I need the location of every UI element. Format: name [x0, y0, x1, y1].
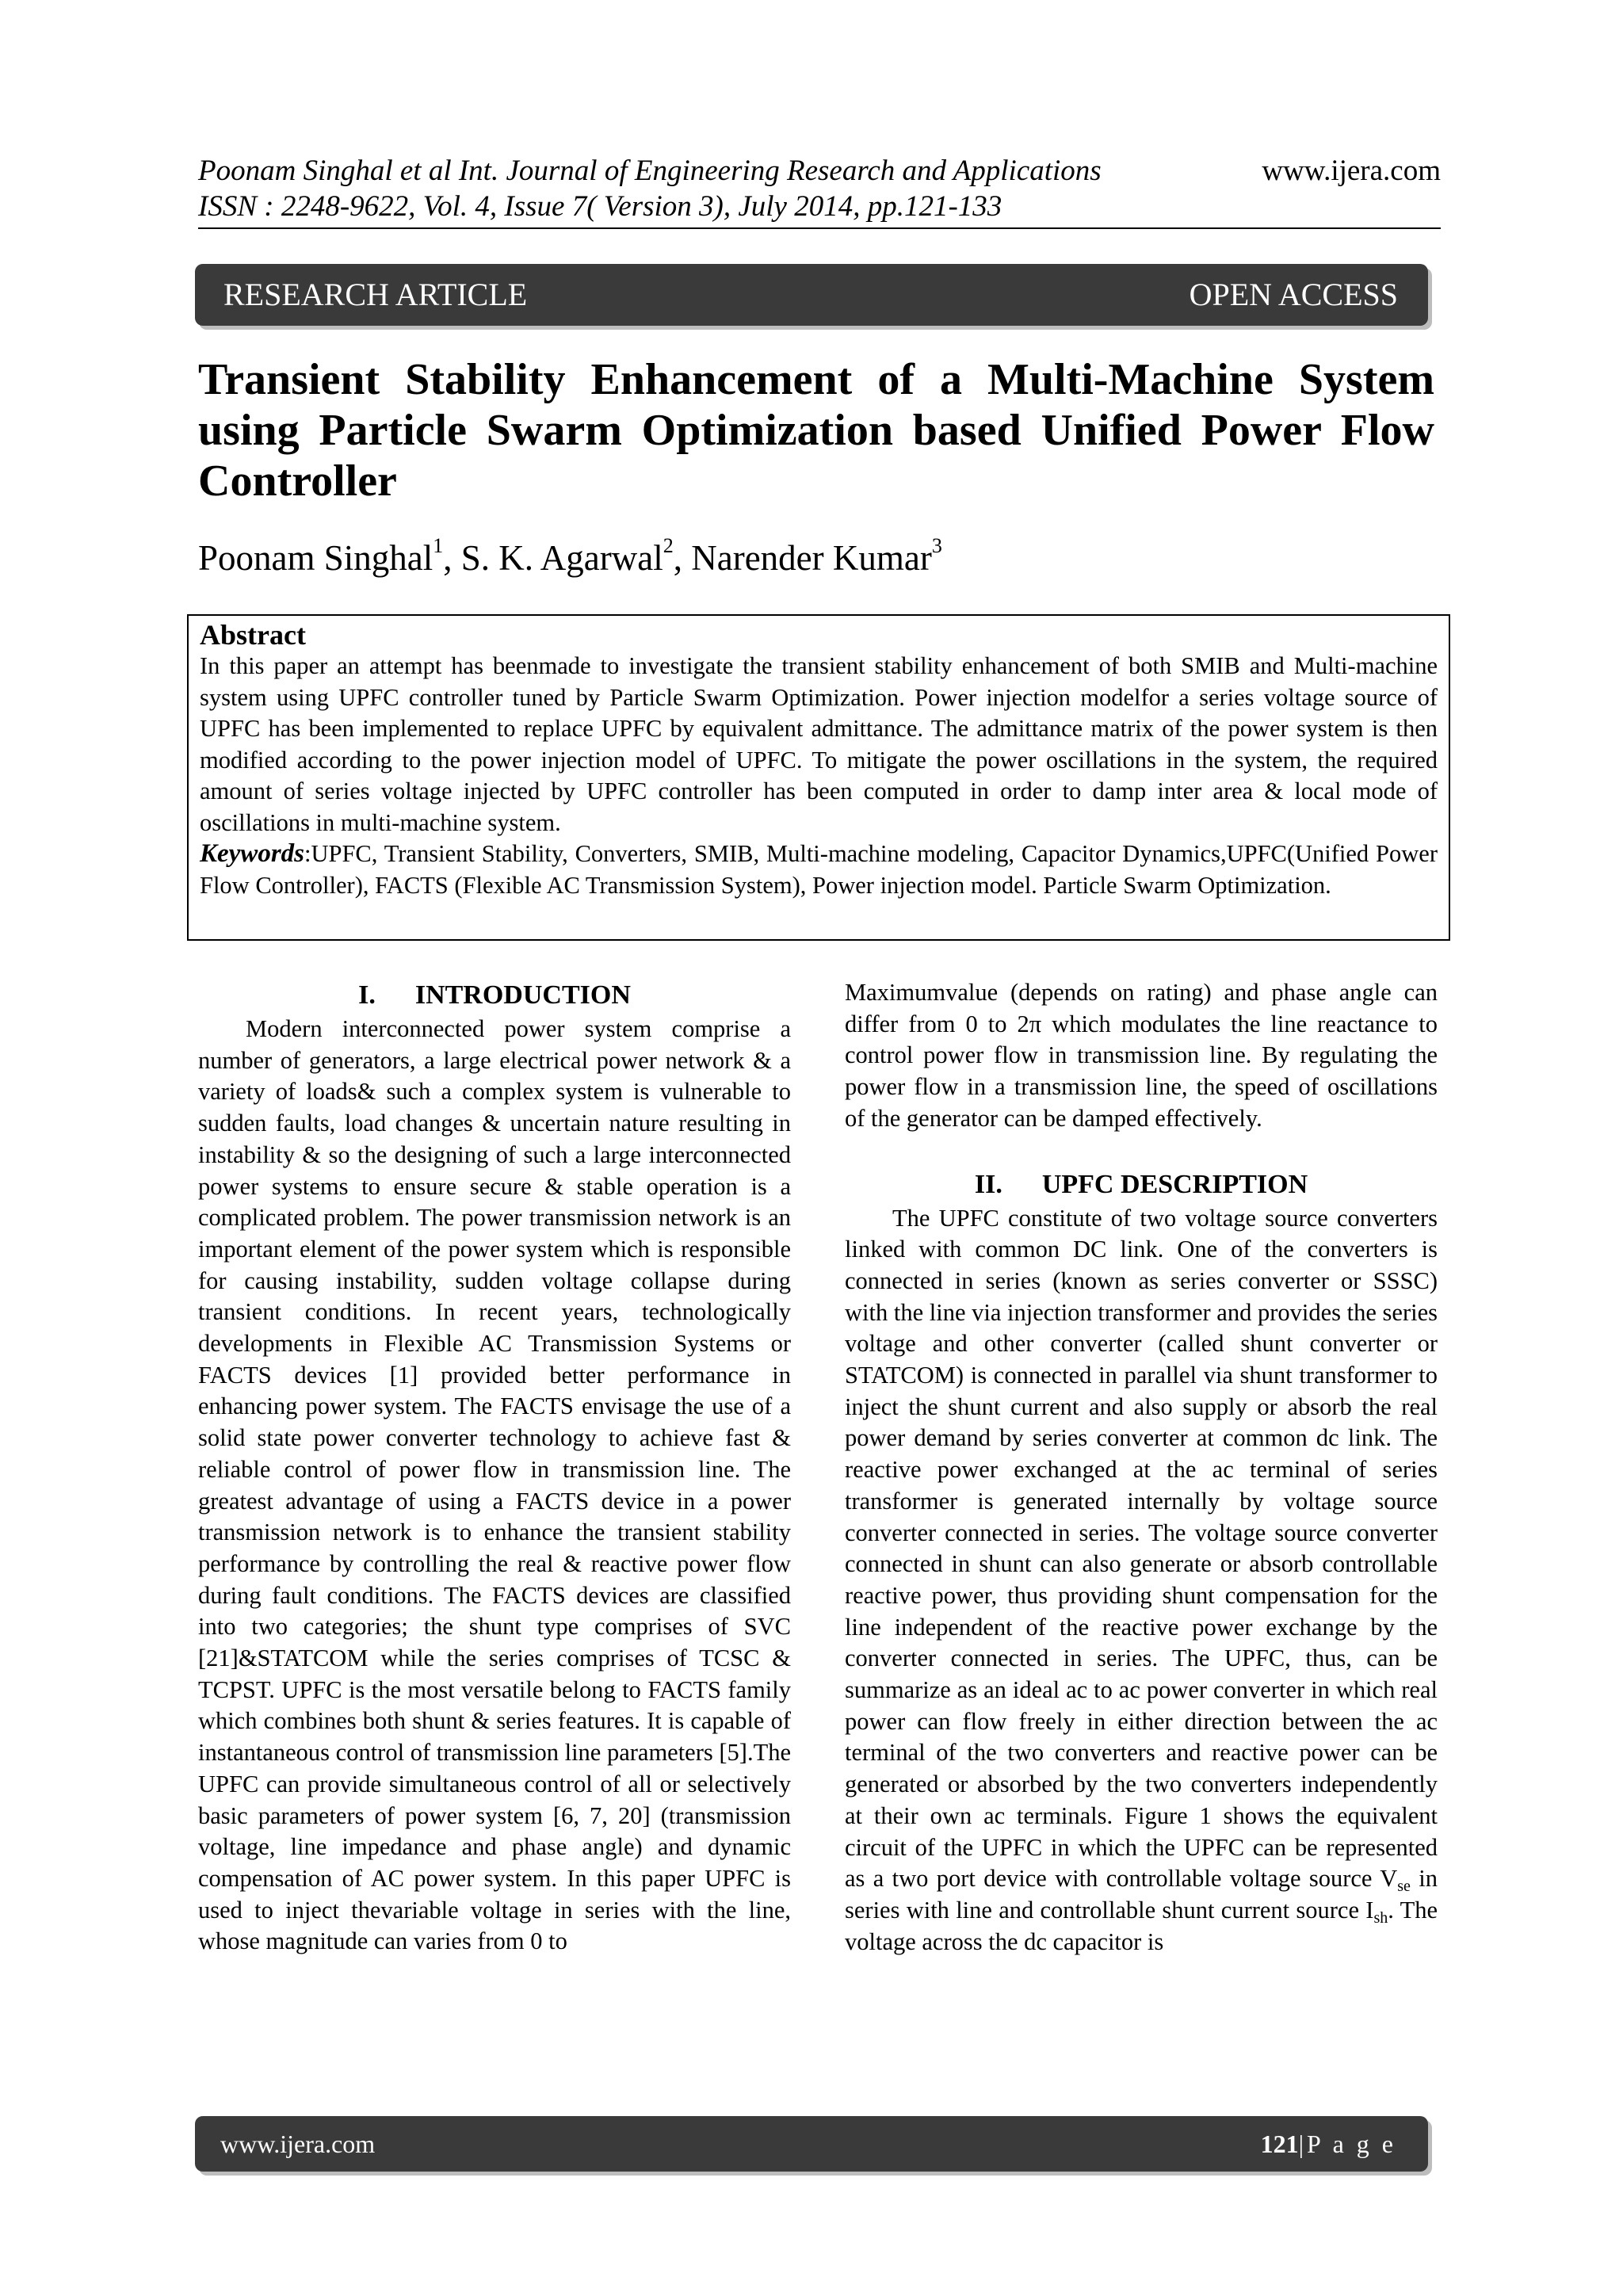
author-name: S. K. Agarwal: [460, 538, 663, 578]
author-affiliation-mark: 1: [433, 534, 444, 557]
page-number: [1261, 2116, 1396, 2172]
right-column: [845, 977, 1438, 1958]
paper-title: [198, 354, 1434, 506]
upfc-text: The UPFC constitute of two voltage source converters linked with common DC link. One of the converters is connected in series (known as series converter or SSSC) with the line via injection transformer and provides the series voltage and other converter (called shunt converter or STATCOM) is connected in parallel via shunt transformer to inject the shunt current and also supply or absorb the real power demand by series converter at common dc link. The reactive power exchanged at the ac terminal of series transformer is generated internally by voltage source converter connected in series. The voltage source converter connected in shunt can also generate or absorb controllable reactive power, thus providing shunt compensation for the line independent of the reactive power exchange by the converter connected in series. The UPFC, thus, can be summarize as an ideal ac to ac power converter in which real power can flow freely in either direction between the ac terminal of the two converters and reactive power can be generated or absorbed by the two converters independently at their own ac terminals. Figure 1 shows the equivalent circuit of the UPFC in which the UPFC can be represented as a two port device with controllable voltage source V: [845, 1204, 1438, 1893]
section-number: I.: [358, 980, 376, 1010]
issn-line: ISSN : 2248-9622, Vol. 4, Issue 7( Version 3), July 2014, pp.121-133: [198, 190, 1002, 223]
article-type-label: RESEARCH ARTICLE: [223, 277, 528, 312]
page-number-value: 121: [1260, 2130, 1299, 2158]
author-name: Poonam Singhal: [198, 538, 433, 578]
introduction-paragraph: Modern interconnected power system comprise a number of generators, a large electrical power network & a variety of loads& such a complex system is vulnerable to sudden faults, load changes & uncertain nature resulting in instability & so the designing of such a large interconnected power systems to ensure secure & stable operation is a complicated problem. The power transmission network is an important element of the power system which is responsible for causing instability, sudden voltage collapse during transient conditions. In recent years, technologically developments in Flexible AC Transmission Systems or FACTS devices [1] provided better performance in enhancing power system. The FACTS envisage the use of a solid state power converter technology to achieve fast & reliable control of power flow in transmission line. The greatest advantage of using a FACTS device in a power transmission network is to enhance the transient stability performance by controlling the real & reactive power flow during fault conditions. The FACTS devices are classified into two categories; the shunt type comprises of SVC [21]&STATCOM while the series comprises of TCSC & TCPST. UPFC is the most versatile belong to FACTS family which combines both shunt & series features. It is capable of instantaneous control of transmission line parameters [5].The UPFC can provide simultaneous control of all or selectively basic parameters of power system [6, 7, 20] (transmission voltage, line impedance and phase angle) and dynamic compensation of AC power system. In this paper UPFC is used to inject thevariable voltage in series with the line, whose magnitude can varies from 0 to: [198, 1015, 791, 1955]
upfc-text-mid: in series with line and controllable shunt current source I: [845, 1865, 1438, 1924]
title-line-2: using Particle Swarm Optimization based Unified Power Flow: [198, 406, 1434, 455]
left-column: [198, 977, 791, 1958]
page-footer: [195, 2116, 1428, 2172]
introduction-continuation: Maximumvalue (depends on rating) and phase angle can differ from 0 to 2π which modulates the line reactance to control power flow in transmission line. By regulating the power flow in a transmission line, the speed of oscillations of the generator can be damped effectively.: [845, 979, 1438, 1132]
abstract-text: In this paper an attempt has beenmade to investigate the transient stability enhancement of both SMIB and Multi-machine system using UPFC controller tuned by Particle Swarm Optimization. Power injection modelfor a series voltage source of UPFC has been implemented to replace UPFC by equivalent admittance. The admittance matrix of the power system is then modified according to the power injection model of UPFC. To mitigate the power oscillations in the system, the required amount of series voltage injected by UPFC controller has been computed in order to damp inter area & local mode of oscillations in multi-machine system.: [200, 652, 1438, 836]
keywords-text: :UPFC, Transient Stability, Converters, SMIB, Multi-machine modeling, Capacitor Dynamics,UPFC(Unified Power Flow Controller), FACTS (Flexible AC Transmission System), Power injection model. Particle Swarm Optimization.: [200, 840, 1438, 899]
subscript-se: se: [1397, 1878, 1411, 1896]
author-separator: ,: [673, 538, 692, 578]
author-list: [198, 534, 942, 582]
header-divider: [198, 227, 1441, 229]
title-line-3: Controller: [198, 457, 397, 506]
footer-url[interactable]: www.ijera.com: [220, 2130, 376, 2158]
keywords-paragraph: [200, 839, 1438, 901]
upfc-text-tail: . The voltage across the dc capacitor is: [845, 1896, 1438, 1955]
section-number: II.: [974, 1169, 1002, 1199]
subscript-sh: sh: [1373, 1908, 1388, 1927]
running-header: [198, 153, 1441, 224]
abstract-box: [187, 614, 1450, 941]
journal-url[interactable]: www.ijera.com: [1262, 155, 1441, 187]
author-separator: ,: [443, 538, 461, 578]
section-heading-introduction: [198, 977, 791, 1014]
keywords-label: Keywords: [200, 839, 304, 868]
author-name: Narender Kumar: [691, 538, 932, 578]
page-label: |P a g e: [1298, 2130, 1396, 2158]
title-line-1: Transient Stability Enhancement of a Multi-Machine System: [198, 355, 1434, 404]
article-type-banner: [195, 264, 1428, 326]
author-affiliation-mark: 3: [931, 534, 942, 557]
section-spacer: [845, 1135, 1438, 1167]
access-type-label: OPEN ACCESS: [1189, 277, 1398, 312]
author-affiliation-mark: 2: [663, 534, 674, 557]
upfc-description-paragraph: [845, 1203, 1438, 1958]
section-heading-upfc-description: [845, 1167, 1438, 1203]
section-title: INTRODUCTION: [414, 980, 631, 1010]
section-title: UPFC DESCRIPTION: [1041, 1169, 1308, 1199]
journal-citation: Poonam Singhal et al Int. Journal of Engineering Research and Applications: [198, 155, 1102, 187]
abstract-heading: Abstract: [200, 619, 306, 651]
